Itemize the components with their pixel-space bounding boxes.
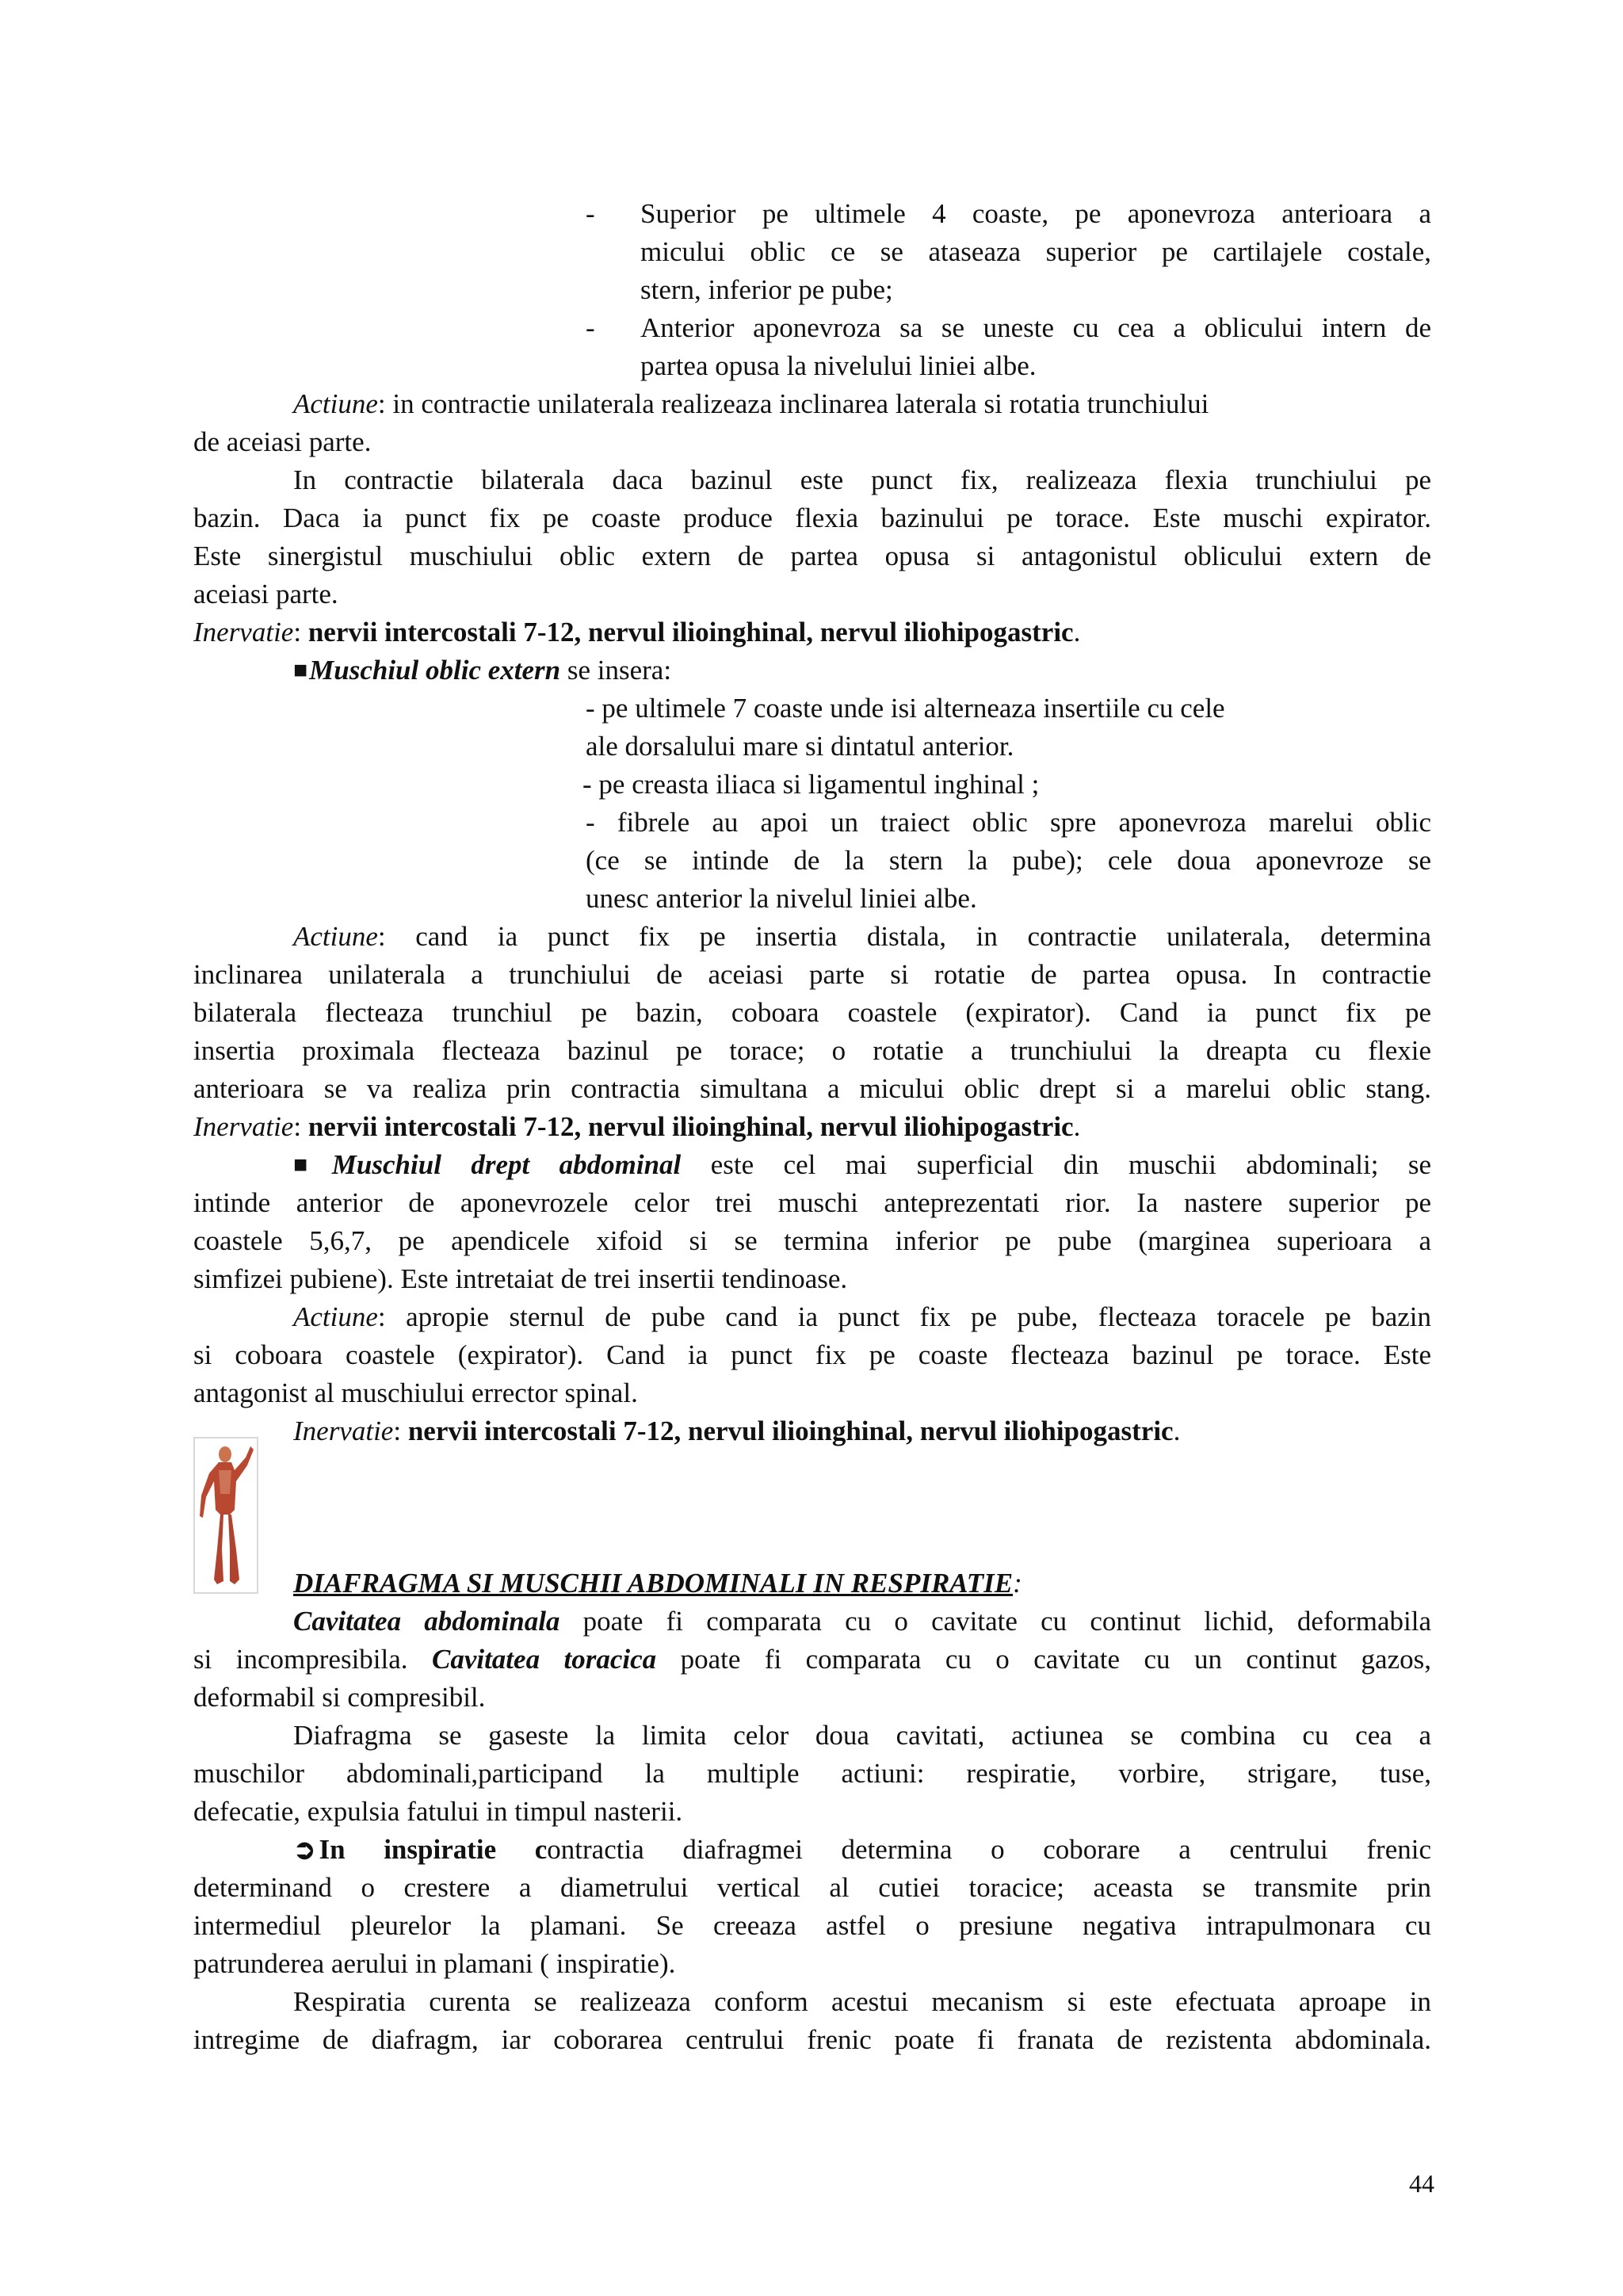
paragraph-line: Actiune: cand ia punct fix pe insertia distala, in contractie unilaterala, determina <box>293 921 1431 952</box>
section-title: DIAFRAGMA SI MUSCHII ABDOMINALI IN RESPIRATIE: <box>293 1568 1022 1599</box>
inervatie-line: Inervatie: nervii intercostali 7-12, nervul ilioinghinal, nervul iliohipogastric. <box>193 617 1081 648</box>
list-item-line: (ce se intinde de la stern la pube); cele doua aponevroze se <box>586 845 1431 876</box>
square-bullet-icon: ■ <box>293 1152 330 1178</box>
list-item-line: Anterior aponevroza sa se uneste cu cea a oblicului intern de <box>640 312 1431 343</box>
paragraph-line: si incompresibila. Cavitatea toracica poate fi comparata cu o cavitate cu un continut gazos, <box>193 1644 1431 1675</box>
square-bullet-icon: ■ <box>293 657 308 683</box>
paragraph-line: Actiune: in contractie unilaterala realizeaza inclinarea laterala si rotatia trunchiului <box>293 388 1209 419</box>
list-dash: - <box>586 312 595 343</box>
paragraph-line: antagonist al muschiului errector spinal. <box>193 1377 638 1408</box>
paragraph-line: In contractie bilaterala daca bazinul este punct fix, realizeaza flexia trunchiului pe <box>293 464 1431 495</box>
section-heading: ■Muschiul oblic extern se insera: <box>293 655 672 686</box>
paragraph-line: bilaterala flecteaza trunchiul pe bazin, coboara coastele (expirator). Cand ia punct fix pe <box>193 997 1431 1028</box>
list-item-line: - pe creasta iliaca si ligamentul inghinal ; <box>582 769 1040 800</box>
list-item-line: - fibrele au apoi un traiect oblic spre aponevroza marelui oblic <box>586 807 1431 838</box>
muscle-anatomy-image <box>193 1437 258 1594</box>
paragraph-line: intinde anterior de aponevrozele celor trei muschi anteprezentati rior. Ia nastere superior pe <box>193 1187 1431 1218</box>
paragraph-line: Diafragma se gaseste la limita celor doua cavitati, actiunea se combina cu cea a <box>293 1720 1431 1751</box>
arrow-icon: ➲ <box>293 1836 316 1865</box>
paragraph-line: Este sinergistul muschiului oblic extern de partea opusa si antagonistul oblicului extern de <box>193 541 1431 571</box>
list-item-line: Superior pe ultimele 4 coaste, pe aponevroza anterioara a <box>640 198 1431 229</box>
paragraph-line: intregime de diafragm, iar coborarea centrului frenic poate fi franata de rezistenta abdominala. <box>193 2024 1431 2055</box>
paragraph-line: muschilor abdominali,participand la multiple actiuni: respiratie, vorbire, strigare, tuse, <box>193 1758 1431 1789</box>
paragraph-line: ➲ In inspiratie contractia diafragmei determina o coborare a centrului frenic <box>293 1834 1431 1865</box>
list-item-line: stern, inferior pe pube; <box>640 274 893 305</box>
actiune-label: Actiune <box>293 388 378 419</box>
paragraph-line: Actiune: apropie sternul de pube cand ia punct fix pe pube, flecteaza toracele pe bazin <box>293 1301 1431 1332</box>
inervatie-line: Inervatie: nervii intercostali 7-12, nervul ilioinghinal, nervul iliohipogastric. <box>293 1415 1181 1446</box>
list-dash: - <box>586 198 595 229</box>
list-item-line: ale dorsalului mare si dintatul anterior. <box>586 731 1014 762</box>
list-item-line: - pe ultimele 7 coaste unde isi alterneaza insertiile cu cele <box>586 693 1225 724</box>
list-item-line: partea opusa la nivelului liniei albe. <box>640 350 1037 381</box>
paragraph-line: anterioara se va realiza prin contractia simultana a micului oblic drept si a marelui oblic stang. <box>193 1073 1431 1104</box>
paragraph-line: Respiratia curenta se realizeaza conform acestui mecanism si este efectuata aproape in <box>293 1986 1431 2017</box>
paragraph-line: patrunderea aerului in plamani ( inspiratie). <box>193 1948 676 1979</box>
muscle-figure-icon <box>195 1438 257 1592</box>
paragraph-line: bazin. Daca ia punct fix pe coaste produce flexia bazinului pe torace. Este muschi expirator. <box>193 502 1431 533</box>
paragraph-line: insertia proximala flecteaza bazinul pe torace; o rotatie a trunchiului la dreapta cu flexie <box>193 1035 1431 1066</box>
paragraph-line: coastele 5,6,7, pe apendicele xifoid si se termina inferior pe pube (marginea superioara a <box>193 1225 1431 1256</box>
paragraph-line: defecatie, expulsia fatului in timpul nasterii. <box>193 1796 683 1827</box>
list-item-line: unesc anterior la nivelul liniei albe. <box>586 883 977 914</box>
paragraph-line: si coboara coastele (expirator). Cand ia punct fix pe coaste flecteaza bazinul pe torace. Este <box>193 1339 1431 1370</box>
paragraph-line: de aceiasi parte. <box>193 426 372 457</box>
paragraph-line: intermediul pleurelor la plamani. Se creeaza astfel o presiune negativa intrapulmonara cu <box>193 1910 1431 1941</box>
inervatie-line: Inervatie: nervii intercostali 7-12, nervul ilioinghinal, nervul iliohipogastric. <box>193 1111 1081 1142</box>
paragraph-line: Cavitatea abdominala poate fi comparata cu o cavitate cu continut lichid, deformabila <box>293 1606 1432 1637</box>
section-heading: ■Muschiul drept abdominal este cel mai superficial din muschii abdominali; se <box>293 1149 1432 1180</box>
paragraph-line: determinand o crestere a diametrului vertical al cutiei toracice; aceasta se transmite prin <box>193 1872 1431 1903</box>
page-number: 44 <box>1409 2169 1434 2198</box>
paragraph-line: deformabil si compresibil. <box>193 1682 486 1713</box>
list-item-line: micului oblic ce se ataseaza superior pe cartilajele costale, <box>640 236 1431 267</box>
paragraph-line: simfizei pubiene). Este intretaiat de trei insertii tendinoase. <box>193 1263 848 1294</box>
paragraph-line: inclinarea unilaterala a trunchiului de aceiasi parte si rotatie de partea opusa. In contractie <box>193 959 1431 990</box>
paragraph-line: aceiasi parte. <box>193 579 338 609</box>
